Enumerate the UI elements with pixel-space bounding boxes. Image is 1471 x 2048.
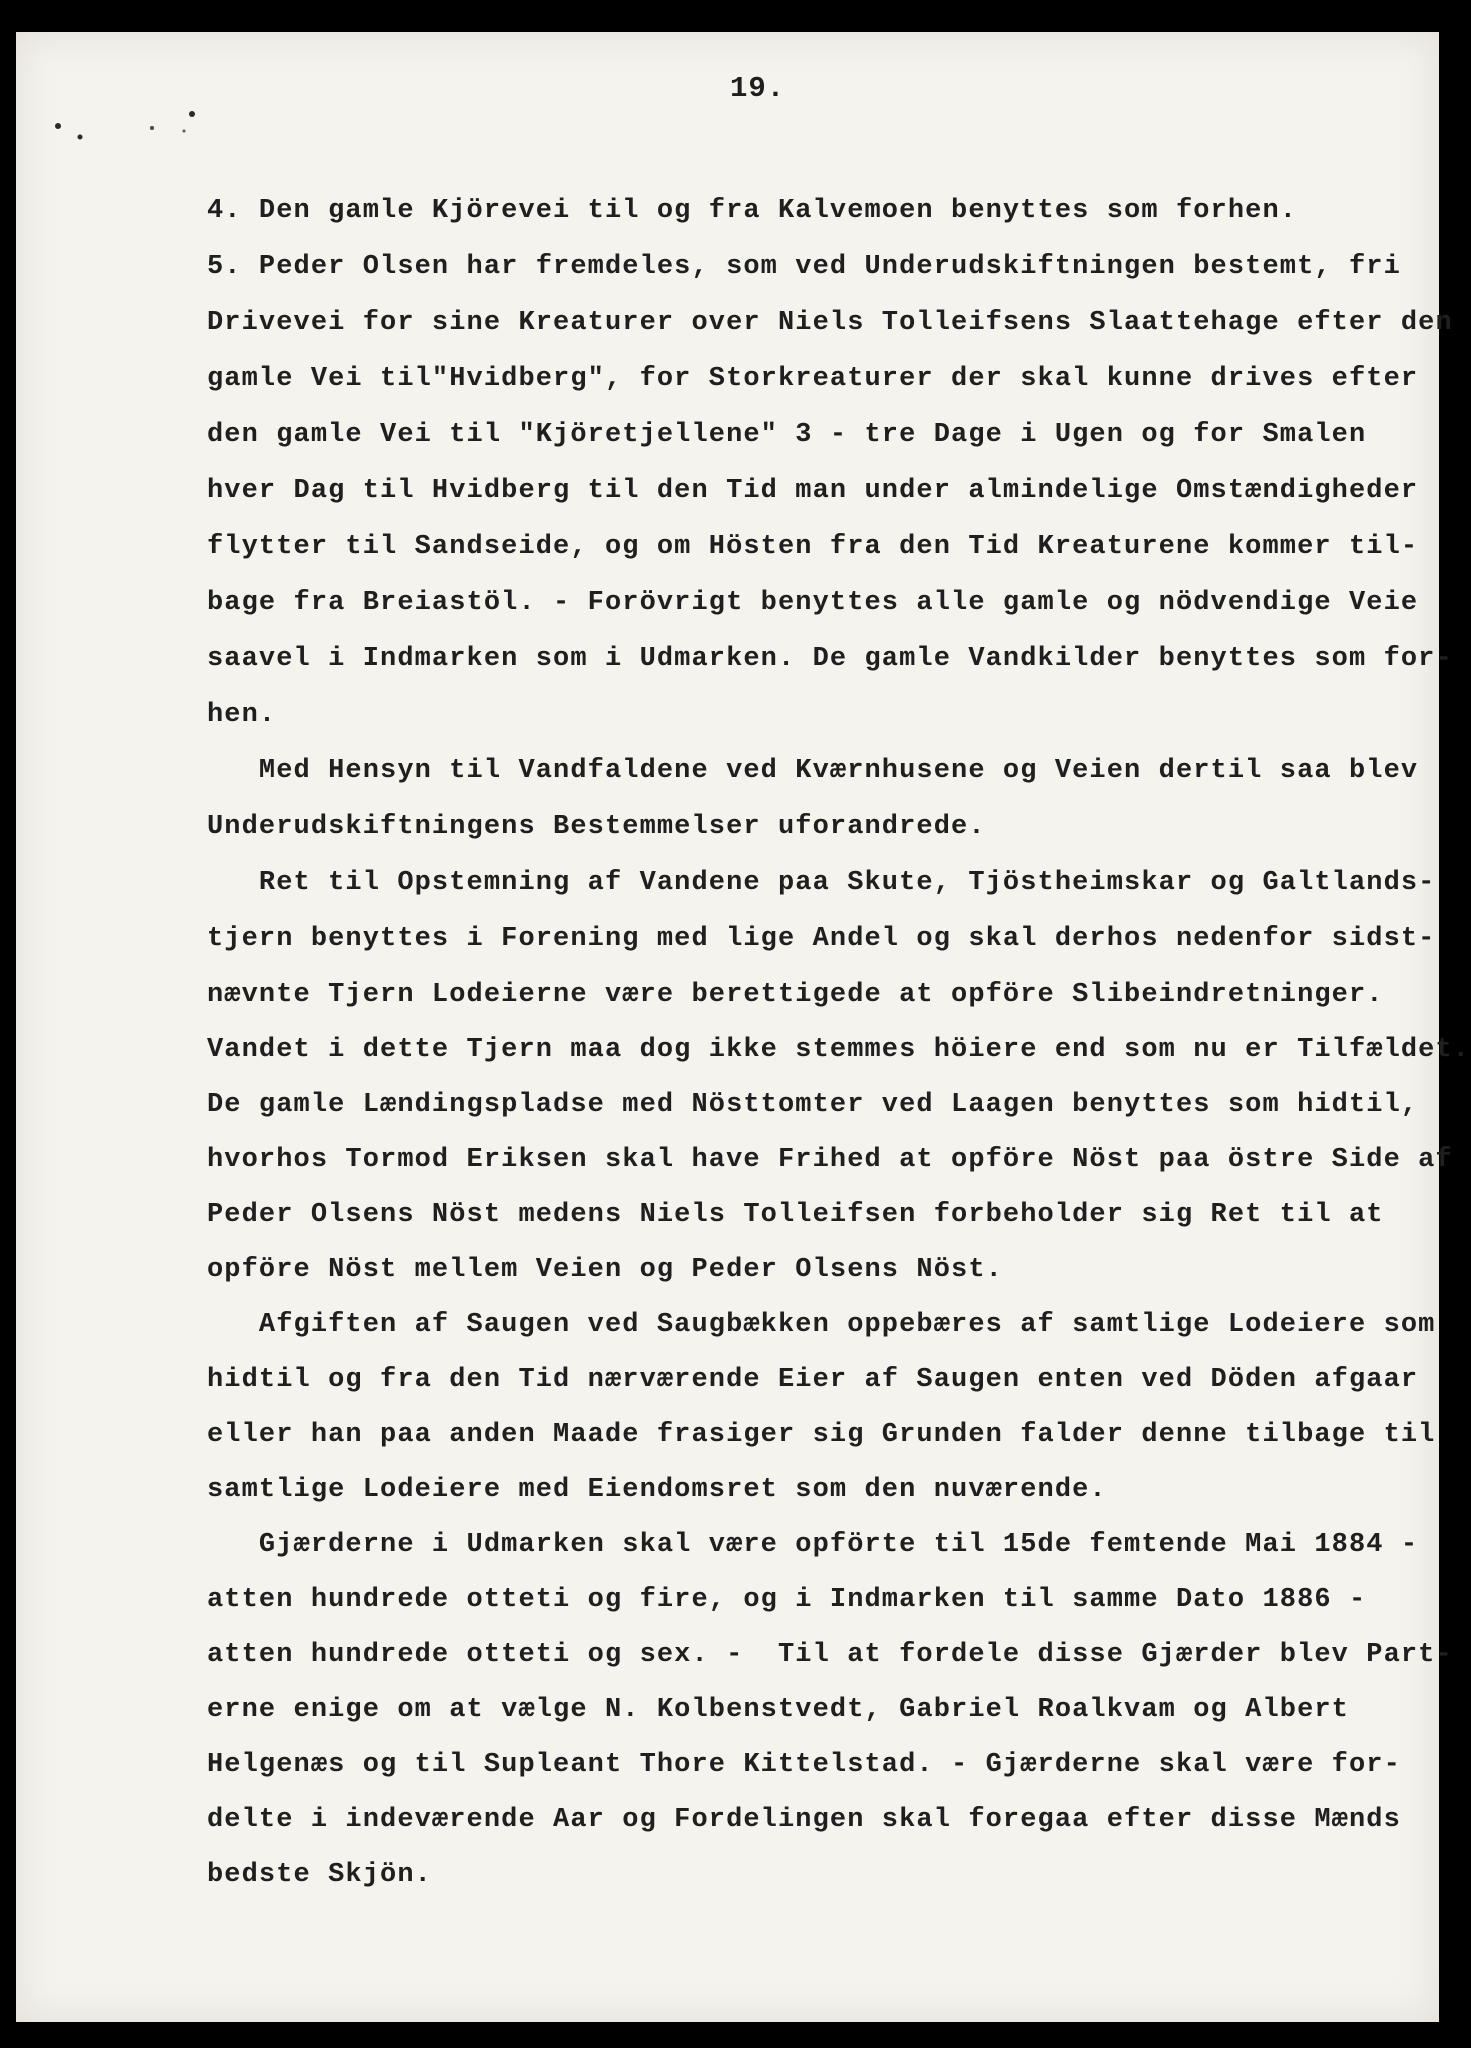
text-line: opföre Nöst mellem Veien og Peder Olsens Nöst. — [207, 1255, 1003, 1285]
text-line: hen. — [207, 700, 277, 730]
text-line: bedste Skjön. — [207, 1860, 432, 1890]
text-line: Peder Olsens Nöst medens Niels Tolleifsen forbeholder sig Ret til at — [207, 1200, 1384, 1230]
text-line: De gamle Lændingspladse med Nösttomter ved Laagen benyttes som hidtil, — [207, 1090, 1419, 1120]
text-line: Helgenæs og til Supleant Thore Kittelstad. - Gjærderne skal være for- — [207, 1750, 1401, 1780]
text-line: delte i indeværende Aar og Fordelingen skal foregaa efter disse Mænds — [207, 1805, 1401, 1835]
text-line: erne enige om at vælge N. Kolbenstvedt, Gabriel Roalkvam og Albert — [207, 1695, 1349, 1725]
text-line: Gjærderne i Udmarken skal være opförte til 15de femtende Mai 1884 - — [207, 1530, 1419, 1560]
text-line: nævnte Tjern Lodeierne være berettigede at opföre Slibeindretninger. — [207, 980, 1384, 1010]
text-line: tjern benyttes i Forening med lige Andel og skal derhos nedenfor sidst- — [207, 924, 1436, 954]
text-line: 4. Den gamle Kjörevei til og fra Kalvemoen benyttes som forhen. — [207, 196, 1298, 226]
text-line: Med Hensyn til Vandfaldene ved Kværnhusene og Veien dertil saa blev — [207, 756, 1419, 786]
text-line: Drivevei for sine Kreaturer over Niels Tolleifsens Slaattehage efter den — [207, 308, 1453, 338]
text-line: samtlige Lodeiere med Eiendomsret som den nuværende. — [207, 1475, 1107, 1505]
text-line: flytter til Sandseide, og om Hösten fra den Tid Kreaturene kommer til- — [207, 532, 1419, 562]
text-line: hver Dag til Hvidberg til den Tid man under almindelige Omstændigheder — [207, 476, 1419, 506]
text-line: saavel i Indmarken som i Udmarken. De gamle Vandkilder benyttes som for- — [207, 644, 1453, 674]
text-line: hvorhos Tormod Eriksen skal have Frihed at opföre Nöst paa östre Side af — [207, 1145, 1453, 1175]
margin-marks — [52, 104, 202, 144]
page-number: 19. — [730, 72, 786, 105]
text-line: Afgiften af Saugen ved Saugbækken oppebæres af samtlige Lodeiere som — [207, 1310, 1436, 1340]
text-line: Vandet i dette Tjern maa dog ikke stemmes höiere end som nu er Tilfældet. — [207, 1035, 1471, 1065]
text-line: eller han paa anden Maade frasiger sig Grunden falder denne tilbage til — [207, 1420, 1436, 1450]
document-body — [207, 183, 1471, 1903]
text-line: Ret til Opstemning af Vandene paa Skute, Tjöstheimskar og Galtlands- — [207, 868, 1436, 898]
text-line: atten hundrede otteti og fire, og i Indmarken til samme Dato 1886 - — [207, 1585, 1367, 1615]
text-line: den gamle Vei til "Kjöretjellene" 3 - tre Dage i Ugen og for Smalen — [207, 420, 1367, 450]
text-line: gamle Vei til"Hvidberg", for Storkreaturer der skal kunne drives efter — [207, 364, 1419, 394]
text-line: atten hundrede otteti og sex. - Til at fordele disse Gjærder blev Part- — [207, 1640, 1453, 1670]
text-line: 5. Peder Olsen har fremdeles, som ved Underudskiftningen bestemt, fri — [207, 252, 1401, 282]
text-line: Underudskiftningens Bestemmelser uforandrede. — [207, 812, 986, 842]
text-line: bage fra Breiastöl. - Forövrigt benyttes alle gamle og nödvendige Veie — [207, 588, 1419, 618]
text-line: hidtil og fra den Tid nærværende Eier af Saugen enten ved Döden afgaar — [207, 1365, 1419, 1395]
